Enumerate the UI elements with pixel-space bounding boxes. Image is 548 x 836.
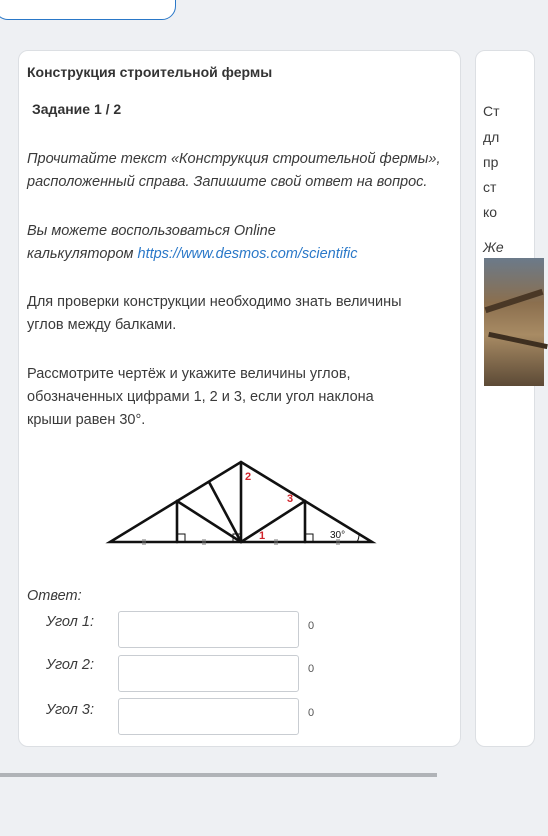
angle-label-30: 30° bbox=[330, 530, 346, 541]
desmos-link[interactable]: https://www.desmos.com/scientific bbox=[137, 246, 358, 262]
angle-2-input[interactable] bbox=[118, 655, 299, 692]
angle-2-label: Угол 2: bbox=[46, 657, 94, 673]
calculator-prefix: калькулятором bbox=[27, 246, 138, 262]
angle-label-3: 3 bbox=[287, 493, 294, 505]
truss-photo bbox=[484, 258, 544, 386]
text-line: пр bbox=[483, 154, 499, 170]
text-line: Ст bbox=[483, 103, 500, 119]
question-line: крыши равен 30°. bbox=[27, 412, 146, 428]
check-line: углов между балками. bbox=[27, 317, 177, 333]
text-line: ко bbox=[483, 204, 498, 220]
truss-diagram bbox=[105, 458, 377, 550]
question-line: обозначенных цифрами 1, 2 и 3, если угол наклона bbox=[27, 389, 374, 405]
text-line: дл bbox=[483, 129, 500, 145]
angle-label-1: 1 bbox=[259, 530, 266, 542]
angle-1-input[interactable] bbox=[118, 611, 299, 648]
text-card bbox=[475, 50, 535, 747]
text-line: ст bbox=[483, 179, 497, 195]
page-title: Конструкция строительной фермы bbox=[27, 64, 273, 80]
task-counter: Задание 1 / 2 bbox=[32, 101, 122, 117]
check-line: Для проверки конструкции необходимо знать величины bbox=[27, 294, 402, 310]
angle-1-char-count: 0 bbox=[308, 620, 315, 632]
calculator-line bbox=[27, 243, 452, 266]
truss-brace-right-a bbox=[241, 501, 305, 542]
angle-2-char-count: 0 bbox=[308, 663, 315, 675]
angle-1-label: Угол 1: bbox=[46, 614, 94, 630]
top-button[interactable] bbox=[0, 0, 176, 20]
instruction-line: расположенный справа. Запишите свой ответ на вопрос. bbox=[27, 174, 428, 190]
question-text bbox=[27, 363, 452, 432]
check-text bbox=[27, 291, 452, 337]
calculator-line: Вы можете воспользоваться Online bbox=[27, 223, 276, 239]
angle-3-char-count: 0 bbox=[308, 707, 315, 719]
calculator-text bbox=[27, 220, 452, 266]
question-line: Рассмотрите чертёж и укажите величины углов, bbox=[27, 366, 351, 382]
instruction-text bbox=[27, 148, 452, 194]
angle-3-label: Угол 3: bbox=[46, 702, 94, 718]
photo-caption: Же bbox=[483, 239, 504, 255]
angle-label-2: 2 bbox=[245, 471, 252, 483]
horizontal-scrollbar[interactable] bbox=[0, 773, 437, 777]
answer-label: Ответ: bbox=[27, 588, 82, 604]
instruction-line: Прочитайте текст «Конструкция строительной фермы», bbox=[27, 151, 441, 167]
angle-3-input[interactable] bbox=[118, 698, 299, 735]
